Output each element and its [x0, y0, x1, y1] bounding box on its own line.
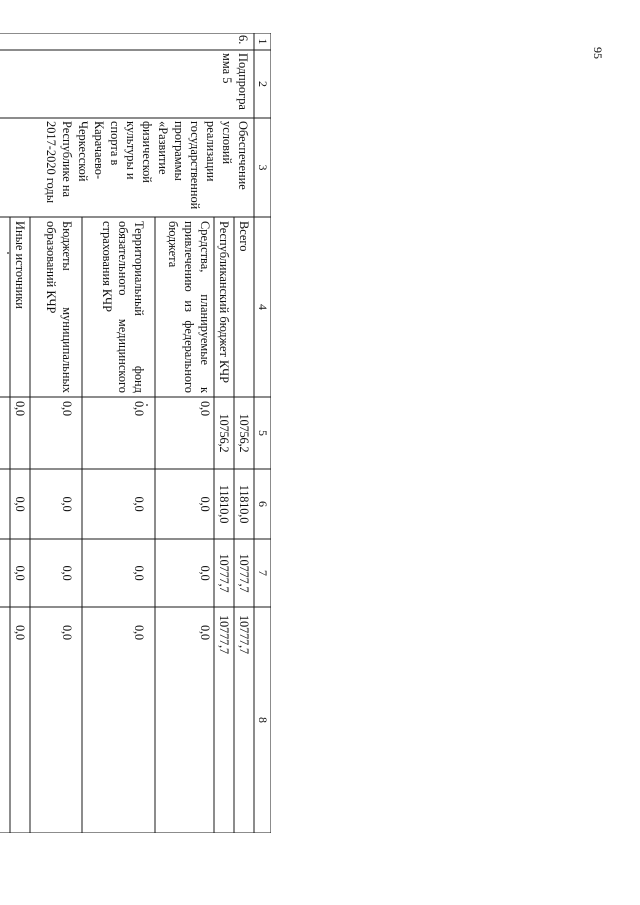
header-col-8: 8	[256, 717, 270, 723]
source-label-federal: Средства, планируемые к привлечению из федерального бюджета	[166, 221, 212, 393]
header-col-4: 4	[256, 304, 270, 310]
value-municipal-col5: 0,0	[60, 401, 74, 416]
header-col-6: 6	[256, 501, 270, 507]
value-federal-col8: 0,0	[198, 625, 212, 640]
value-total-col6: 11810,0	[237, 484, 251, 524]
value-republic-col6: 11810,0	[217, 484, 231, 524]
subprogram-description: Обеспечение условий реализации государственной программы «Развитие физической культуры и спорта в Карачаево-Черкесской Республике на 2017-2020 годы	[44, 121, 250, 210]
header-col-5: 5	[256, 430, 270, 436]
value-tfoms-col6: 0,0	[132, 496, 146, 512]
subprogram-name: Подпрограмма 5	[220, 53, 250, 110]
value-total-col7: 10777,7	[237, 553, 251, 593]
value-other-col5: 0,0	[13, 401, 27, 416]
value-federal-col7: 0,0	[198, 565, 212, 581]
value-tfoms-col8: 0,0	[132, 625, 146, 640]
value-federal-col5: 0,0	[198, 401, 212, 416]
value-republic-col5: 10756,2	[217, 413, 231, 453]
source-label-other: Иные источники	[13, 221, 27, 309]
header-col-7: 7	[256, 570, 270, 576]
value-federal-col6: 0,0	[198, 496, 212, 512]
value-municipal-col6: 0,0	[60, 496, 74, 512]
value-other-col6: 0,0	[13, 496, 27, 512]
source-label-tfoms: Территориальный фонд обязательного медицинского страхования КЧР	[100, 221, 146, 393]
header-col-1: 1	[256, 38, 270, 45]
value-tfoms-col5: 0,0	[132, 401, 146, 416]
source-label-republic: Республиканский бюджет КЧР	[217, 221, 231, 384]
value-tfoms-col7: 0,0	[132, 565, 146, 581]
value-republic-col8: 10777,7	[217, 615, 231, 654]
budget-table	[0, 33, 271, 833]
value-other-col8: 0,0	[13, 625, 27, 640]
value-republic-col7: 10777,7	[217, 553, 231, 593]
source-label-total: Всего	[237, 221, 251, 252]
row-number: 6.	[236, 35, 250, 45]
value-other-col7: 0,0	[13, 565, 27, 581]
value-municipal-col8: 0,0	[60, 625, 74, 640]
page-number: 95	[591, 47, 605, 59]
source-label-municipal: Бюджеты муниципальных образований КЧР	[44, 221, 74, 393]
value-total-col8: 10777,7	[237, 615, 251, 654]
header-col-2: 2	[256, 81, 270, 87]
value-total-col5: 10756,2	[237, 413, 251, 453]
header-col-3: 3	[256, 164, 270, 171]
value-municipal-col7: 0,0	[60, 565, 74, 581]
